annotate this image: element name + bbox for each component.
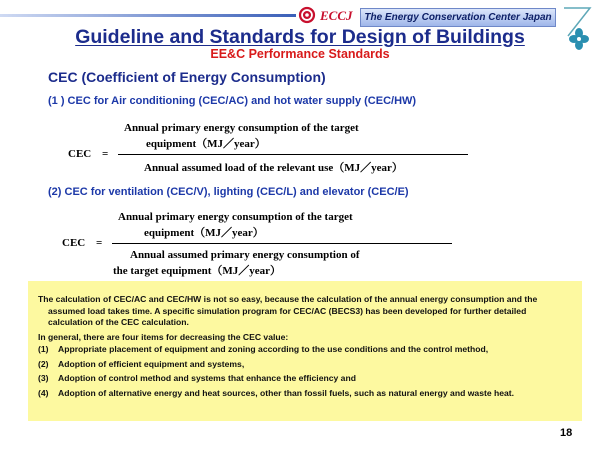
list-item-number: (1) xyxy=(38,344,49,354)
formula1-fraction-bar xyxy=(118,154,468,155)
list-item-text: Adoption of control method and systems that enhance the efficiency and xyxy=(58,373,356,383)
eccj-logo-text: ECCJ xyxy=(320,8,353,23)
formula1-numerator-line2: equipment（MJ／year） xyxy=(146,138,266,150)
formula2-lhs: CEC xyxy=(62,237,86,249)
list-item-number: (2) xyxy=(38,358,49,369)
page-title: Guideline and Standards for Design of Buildings xyxy=(75,26,525,48)
formula1-equals: = xyxy=(102,148,109,160)
list-item-number: (3) xyxy=(38,373,49,383)
formula2-denominator-line1: Annual assumed primary energy consumption of xyxy=(130,249,360,261)
formula1-lhs: CEC xyxy=(68,148,92,160)
list-item xyxy=(38,359,572,371)
notes-list xyxy=(38,344,572,399)
list-item-text: Adoption of alternative energy and heat sources, other than fossil fuels, such as natural energy and waste heat. xyxy=(58,387,515,398)
page-number: 18 xyxy=(560,427,573,439)
list-item xyxy=(38,344,572,356)
formula1-denominator: Annual assumed load of the relevant use（MJ／year） xyxy=(144,162,403,174)
notes-paragraph-calculation: The calculation of CEC/AC and CEC/HW is not so easy, because the calculation of the annual energy consumption and the assumed load takes time. A specific simulation program for CEC/AC (BECS3) has been developed for further detailed calculation of the CEC calculation. xyxy=(38,294,538,327)
formula2-equals: = xyxy=(96,237,103,249)
formula2-numerator-line2: equipment（MJ／year） xyxy=(144,227,264,239)
notes-box xyxy=(28,281,582,421)
section1-title: (1 ) CEC for Air conditioning (CEC/AC) and hot water supply (CEC/HW) xyxy=(48,95,417,107)
eccj-logo-icon xyxy=(298,6,316,24)
list-item xyxy=(38,388,572,400)
formula2-denominator-line2: the target equipment（MJ／year） xyxy=(113,265,282,277)
cec-heading: CEC (Coefficient of Energy Consumption) xyxy=(48,69,326,85)
notes-paragraph-intro: In general, there are four items for decreasing the CEC value: xyxy=(38,331,289,342)
list-item xyxy=(38,373,572,385)
organization-name: The Energy Conservation Center Japan xyxy=(360,8,556,27)
formula1-numerator-line1: Annual primary energy consumption of the target xyxy=(124,122,359,134)
list-item-text: Adoption of efficient equipment and systems, xyxy=(58,358,245,369)
list-item-text: Appropriate placement of equipment and zoning according to the use conditions and the control method, xyxy=(58,344,489,354)
formula2-numerator-line1: Annual primary energy consumption of the target xyxy=(118,211,353,223)
header-band xyxy=(0,4,556,26)
section2-title: (2) CEC for ventilation (CEC/V), lighting (CEC/L) and elevator (CEC/E) xyxy=(48,186,409,198)
list-item-number: (4) xyxy=(38,387,49,398)
formula2-fraction-bar xyxy=(112,243,452,244)
page-subtitle: EE&C Performance Standards xyxy=(210,47,390,61)
header-rule xyxy=(0,14,296,17)
